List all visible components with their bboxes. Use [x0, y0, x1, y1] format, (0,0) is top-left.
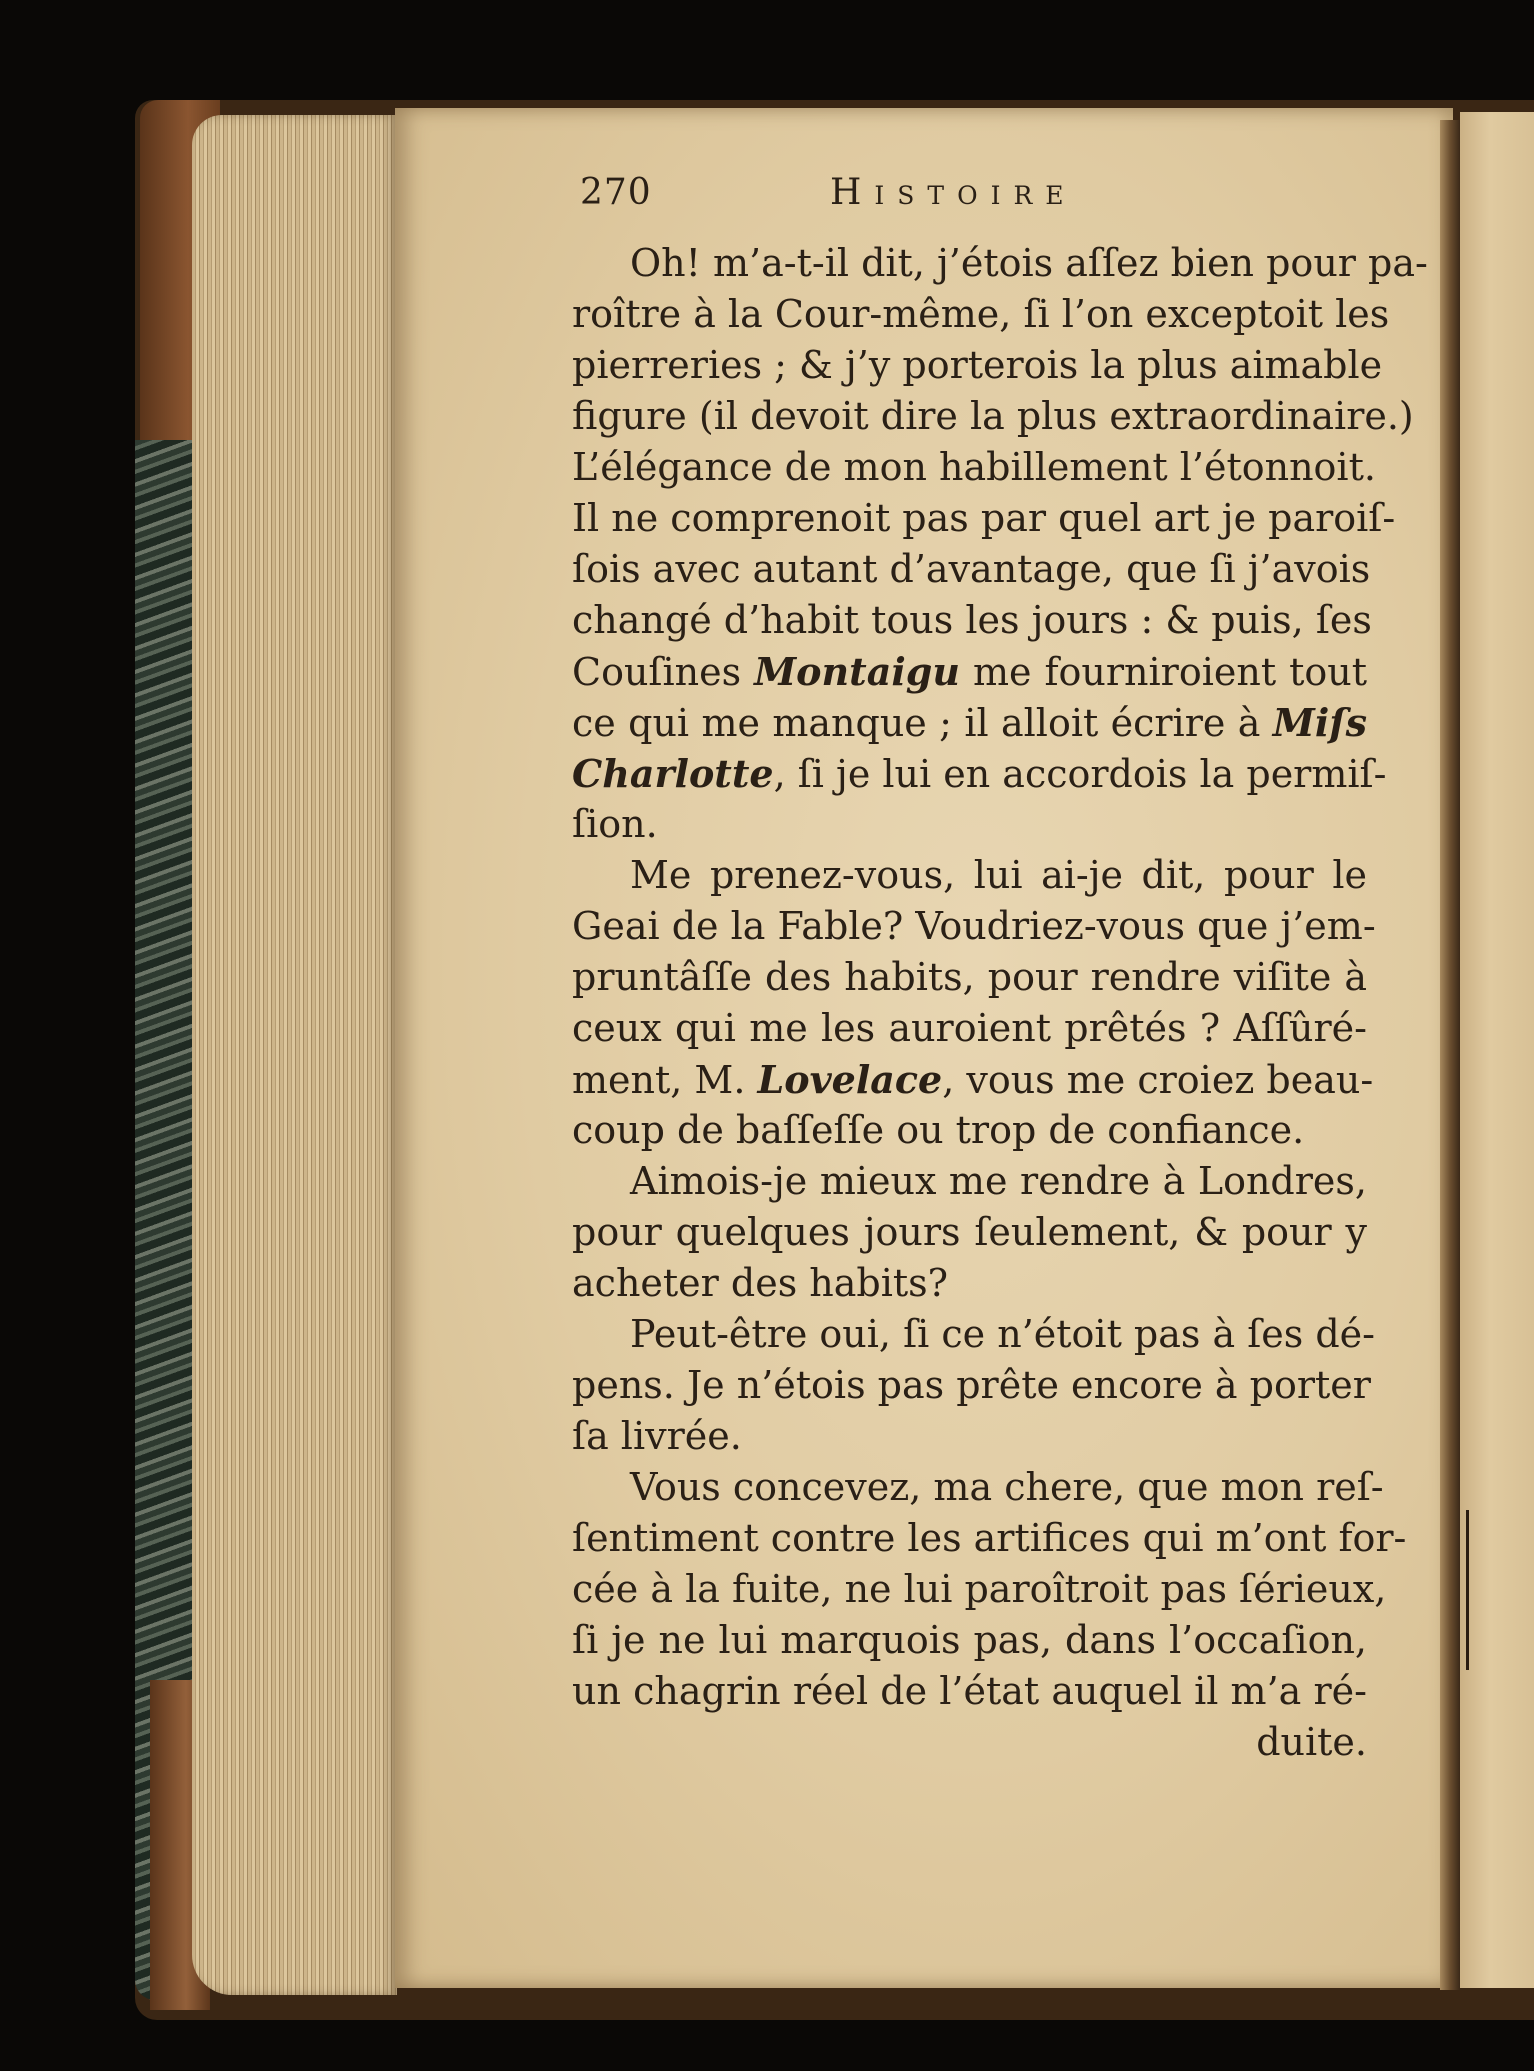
- text-line: [572, 1411, 1367, 1462]
- text-segment: pruntâſſe des habits, pour rendre viſite à: [572, 955, 1367, 999]
- text-segment: ceux qui me les auroient prêtés ? Aſſûré-: [572, 1006, 1367, 1050]
- text-line: [572, 442, 1376, 493]
- page-number: 270: [580, 172, 652, 213]
- text-segment: Vous concevez, ma chere, que mon reſ-: [630, 1465, 1384, 1509]
- text-line: [572, 1156, 1367, 1207]
- text-segment: Geai de la Fable? Voudriez-vous que j’em-: [572, 904, 1376, 948]
- text-segment: Aimois-je mieux me rendre à Londres,: [630, 1159, 1367, 1203]
- text-segment: pierreries ; & j’y porterois la plus aimable: [572, 343, 1383, 387]
- text-segment: ce qui me manque ; il alloit écrire à: [572, 701, 1273, 745]
- text-segment: figure (il devoit dire la plus extraordinaire.): [572, 394, 1414, 438]
- text-line: [572, 1003, 1367, 1054]
- italic-name: Miſs: [1272, 700, 1367, 745]
- text-segment: pour quelques jours ſeulement, & pour y: [572, 1210, 1367, 1254]
- text-segment: , ſi je lui en accordois la permiſ-: [773, 752, 1387, 796]
- italic-name: Charlotte: [572, 751, 774, 796]
- text-segment: me fourniroient tout: [959, 650, 1367, 694]
- text-line: [572, 1258, 1367, 1309]
- text-segment: Couſines: [572, 650, 755, 694]
- text-segment: ſois avec autant d’avantage, que ſi j’avois: [572, 547, 1371, 591]
- text-segment: un chagrin réel de l’état auquel il m’a ré-: [572, 1669, 1367, 1713]
- text-segment: ſentiment contre les artifices qui m’ont for-: [572, 1516, 1407, 1560]
- text-segment: ſi je ne lui marquois pas, dans l’occaſion,: [572, 1618, 1367, 1662]
- text-line: [572, 340, 1383, 391]
- text-line: [572, 1666, 1367, 1717]
- text-segment: roître à la Cour-même, ſi l’on exceptoit les: [572, 292, 1390, 336]
- right-page-mark: [1466, 1510, 1469, 1670]
- text-line: [572, 289, 1390, 340]
- text-segment: coup de baſſeſſe ou trop de confiance.: [572, 1108, 1305, 1152]
- text-line: [572, 1564, 1387, 1615]
- text-line: [572, 952, 1367, 1003]
- page-edges: [192, 115, 397, 1995]
- text-line: [572, 1615, 1367, 1666]
- text-segment: ſion.: [572, 802, 658, 846]
- text-segment: cée à la fuite, ne lui paroîtroit pas ſérieux,: [572, 1567, 1387, 1611]
- text-line: [572, 1309, 1376, 1360]
- text-line: [572, 1105, 1367, 1156]
- text-line: [572, 238, 1428, 289]
- text-line: [572, 544, 1371, 595]
- text-segment: Oh! m’a-t-il dit, j’étois aſſez bien pour pa-: [630, 241, 1428, 285]
- text-segment: Peut-être oui, ſi ce n’étoit pas à ſes dé-: [630, 1312, 1376, 1356]
- text-line: [572, 850, 1367, 901]
- text-line: [572, 1360, 1371, 1411]
- text-segment: , vous me croiez beau-: [942, 1058, 1374, 1102]
- text-segment: ſa livrée.: [572, 1414, 742, 1458]
- text-segment: acheter des habits?: [572, 1261, 949, 1305]
- text-segment: ment, M.: [572, 1058, 758, 1102]
- text-line: [572, 1513, 1407, 1564]
- text-segment: changé d’habit tous les jours : & puis, ſes: [572, 598, 1372, 642]
- text-line: [572, 1207, 1367, 1258]
- text-line: [572, 391, 1414, 442]
- text-segment: L’élégance de mon habillement l’étonnoit.: [572, 445, 1376, 489]
- text-line: [572, 646, 1367, 697]
- text-line: [572, 901, 1376, 952]
- text-line: [572, 697, 1367, 748]
- catchword: duite.: [1256, 1720, 1367, 1764]
- gutter: [1440, 120, 1460, 1990]
- text-line: [572, 799, 1367, 850]
- text-line: [572, 493, 1396, 544]
- text-line: [572, 748, 1387, 799]
- body-text: [572, 238, 1428, 1768]
- text-segment: Il ne comprenoit pas par quel art je paroiſ-: [572, 496, 1396, 540]
- running-title: Histoire: [830, 172, 1077, 213]
- text-segment: pens. Je n’étois pas prête encore à porter: [572, 1363, 1371, 1407]
- text-line: [572, 595, 1372, 646]
- right-page-edge: [1460, 112, 1534, 1988]
- italic-name: Montaigu: [754, 649, 960, 694]
- text-line: [572, 1462, 1384, 1513]
- italic-name: Lovelace: [757, 1057, 943, 1102]
- text-line: [572, 1054, 1374, 1105]
- text-segment: Me prenez-vous, lui ai-je dit, pour le: [630, 853, 1367, 897]
- running-head: [580, 172, 1140, 222]
